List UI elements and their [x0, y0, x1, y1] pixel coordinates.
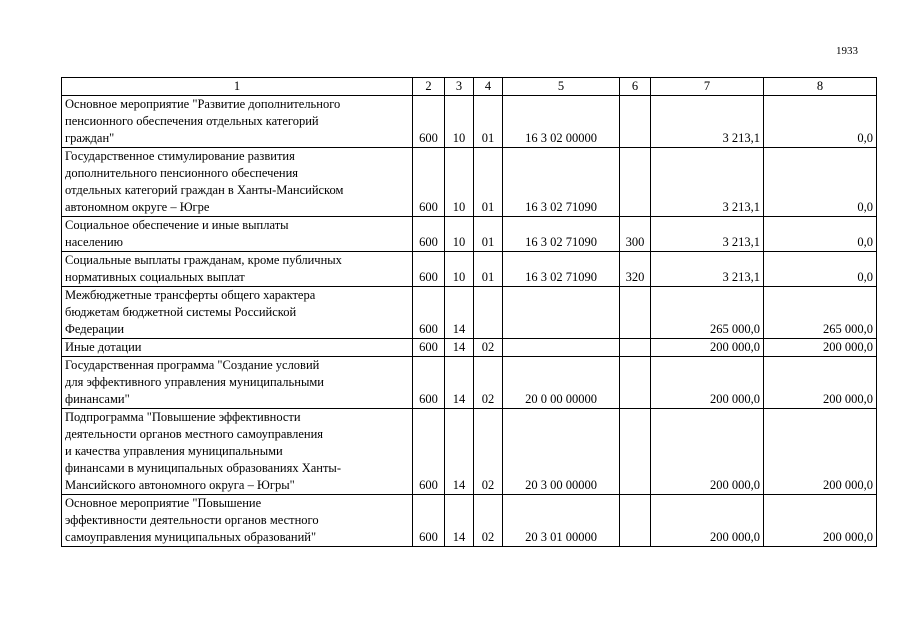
cell-code-3: 14 — [445, 357, 474, 409]
cell-code-4: 01 — [474, 252, 503, 287]
cell-code-6 — [620, 357, 651, 409]
cell-code-4: 01 — [474, 217, 503, 252]
column-header: 3 — [445, 78, 474, 96]
row-name: Социальное обеспечение и иные выплаты населению — [62, 217, 413, 252]
cell-code-3: 10 — [445, 96, 474, 148]
cell-code-2: 600 — [413, 339, 445, 357]
table-row — [62, 148, 877, 217]
cell-code-2: 600 — [413, 409, 445, 495]
cell-code-2: 600 — [413, 495, 445, 547]
cell-code-3: 10 — [445, 217, 474, 252]
cell-code-3: 14 — [445, 495, 474, 547]
cell-code-4: 01 — [474, 96, 503, 148]
cell-amount-8: 0,0 — [764, 217, 877, 252]
header-row — [62, 78, 877, 96]
cell-code-5: 20 3 01 00000 — [503, 495, 620, 547]
column-header: 1 — [62, 78, 413, 96]
column-header: 8 — [764, 78, 877, 96]
cell-code-2: 600 — [413, 148, 445, 217]
cell-code-5 — [503, 339, 620, 357]
cell-amount-7: 3 213,1 — [651, 252, 764, 287]
cell-amount-8: 200 000,0 — [764, 357, 877, 409]
column-header: 5 — [503, 78, 620, 96]
cell-code-3: 14 — [445, 409, 474, 495]
cell-amount-7: 3 213,1 — [651, 96, 764, 148]
cell-code-2: 600 — [413, 252, 445, 287]
cell-code-5: 20 3 00 00000 — [503, 409, 620, 495]
cell-amount-8: 265 000,0 — [764, 287, 877, 339]
cell-code-5: 16 3 02 71090 — [503, 148, 620, 217]
row-name: Основное мероприятие "Повышение эффективности деятельности органов местного самоуправления муниципальных образований" — [62, 495, 413, 547]
cell-code-3: 14 — [445, 339, 474, 357]
cell-code-4: 02 — [474, 357, 503, 409]
cell-code-6 — [620, 495, 651, 547]
cell-amount-8: 0,0 — [764, 96, 877, 148]
table-row — [62, 96, 877, 148]
cell-amount-7: 3 213,1 — [651, 148, 764, 217]
cell-code-4: 01 — [474, 148, 503, 217]
cell-amount-7: 3 213,1 — [651, 217, 764, 252]
cell-amount-7: 200 000,0 — [651, 339, 764, 357]
cell-code-5 — [503, 287, 620, 339]
table-row — [62, 409, 877, 495]
column-header: 7 — [651, 78, 764, 96]
column-header: 4 — [474, 78, 503, 96]
cell-code-6 — [620, 96, 651, 148]
cell-amount-7: 200 000,0 — [651, 357, 764, 409]
cell-code-5: 16 3 02 00000 — [503, 96, 620, 148]
cell-code-6: 320 — [620, 252, 651, 287]
cell-code-6 — [620, 339, 651, 357]
cell-code-4: 02 — [474, 409, 503, 495]
cell-code-5: 16 3 02 71090 — [503, 217, 620, 252]
table-row — [62, 357, 877, 409]
row-name: Государственная программа "Создание условий для эффективного управления муниципальными финансами" — [62, 357, 413, 409]
row-name: Иные дотации — [62, 339, 413, 357]
budget-table — [61, 77, 877, 547]
table-row — [62, 339, 877, 357]
cell-code-3: 10 — [445, 252, 474, 287]
cell-amount-8: 200 000,0 — [764, 409, 877, 495]
cell-amount-8: 0,0 — [764, 252, 877, 287]
column-header: 2 — [413, 78, 445, 96]
cell-code-2: 600 — [413, 357, 445, 409]
cell-amount-7: 200 000,0 — [651, 495, 764, 547]
cell-code-3: 14 — [445, 287, 474, 339]
cell-code-5: 16 3 02 71090 — [503, 252, 620, 287]
table-row — [62, 495, 877, 547]
row-name: Межбюджетные трансферты общего характера бюджетам бюджетной системы Российской Федерации — [62, 287, 413, 339]
cell-amount-7: 200 000,0 — [651, 409, 764, 495]
cell-code-4: 02 — [474, 339, 503, 357]
column-header: 6 — [620, 78, 651, 96]
table-row — [62, 217, 877, 252]
cell-code-2: 600 — [413, 287, 445, 339]
cell-code-6 — [620, 148, 651, 217]
table-row — [62, 287, 877, 339]
cell-code-4: 02 — [474, 495, 503, 547]
cell-code-6: 300 — [620, 217, 651, 252]
row-name: Основное мероприятие "Развитие дополнительного пенсионного обеспечения отдельных категорий граждан" — [62, 96, 413, 148]
cell-code-2: 600 — [413, 96, 445, 148]
row-name: Подпрограмма "Повышение эффективности деятельности органов местного самоуправления и качества управления муниципальными финансами в муниципальных образованиях Ханты- Мансийского автономного округа – Югры" — [62, 409, 413, 495]
cell-code-4 — [474, 287, 503, 339]
cell-amount-8: 200 000,0 — [764, 339, 877, 357]
cell-amount-7: 265 000,0 — [651, 287, 764, 339]
cell-amount-8: 0,0 — [764, 148, 877, 217]
row-name: Социальные выплаты гражданам, кроме публичных нормативных социальных выплат — [62, 252, 413, 287]
cell-code-5: 20 0 00 00000 — [503, 357, 620, 409]
row-name: Государственное стимулирование развития дополнительного пенсионного обеспечения отдельных категорий граждан в Ханты-Мансийском автономном округе – Югре — [62, 148, 413, 217]
cell-code-6 — [620, 409, 651, 495]
cell-code-3: 10 — [445, 148, 474, 217]
cell-code-6 — [620, 287, 651, 339]
cell-amount-8: 200 000,0 — [764, 495, 877, 547]
page-number: 1933 — [836, 45, 858, 57]
table-row — [62, 252, 877, 287]
cell-code-2: 600 — [413, 217, 445, 252]
